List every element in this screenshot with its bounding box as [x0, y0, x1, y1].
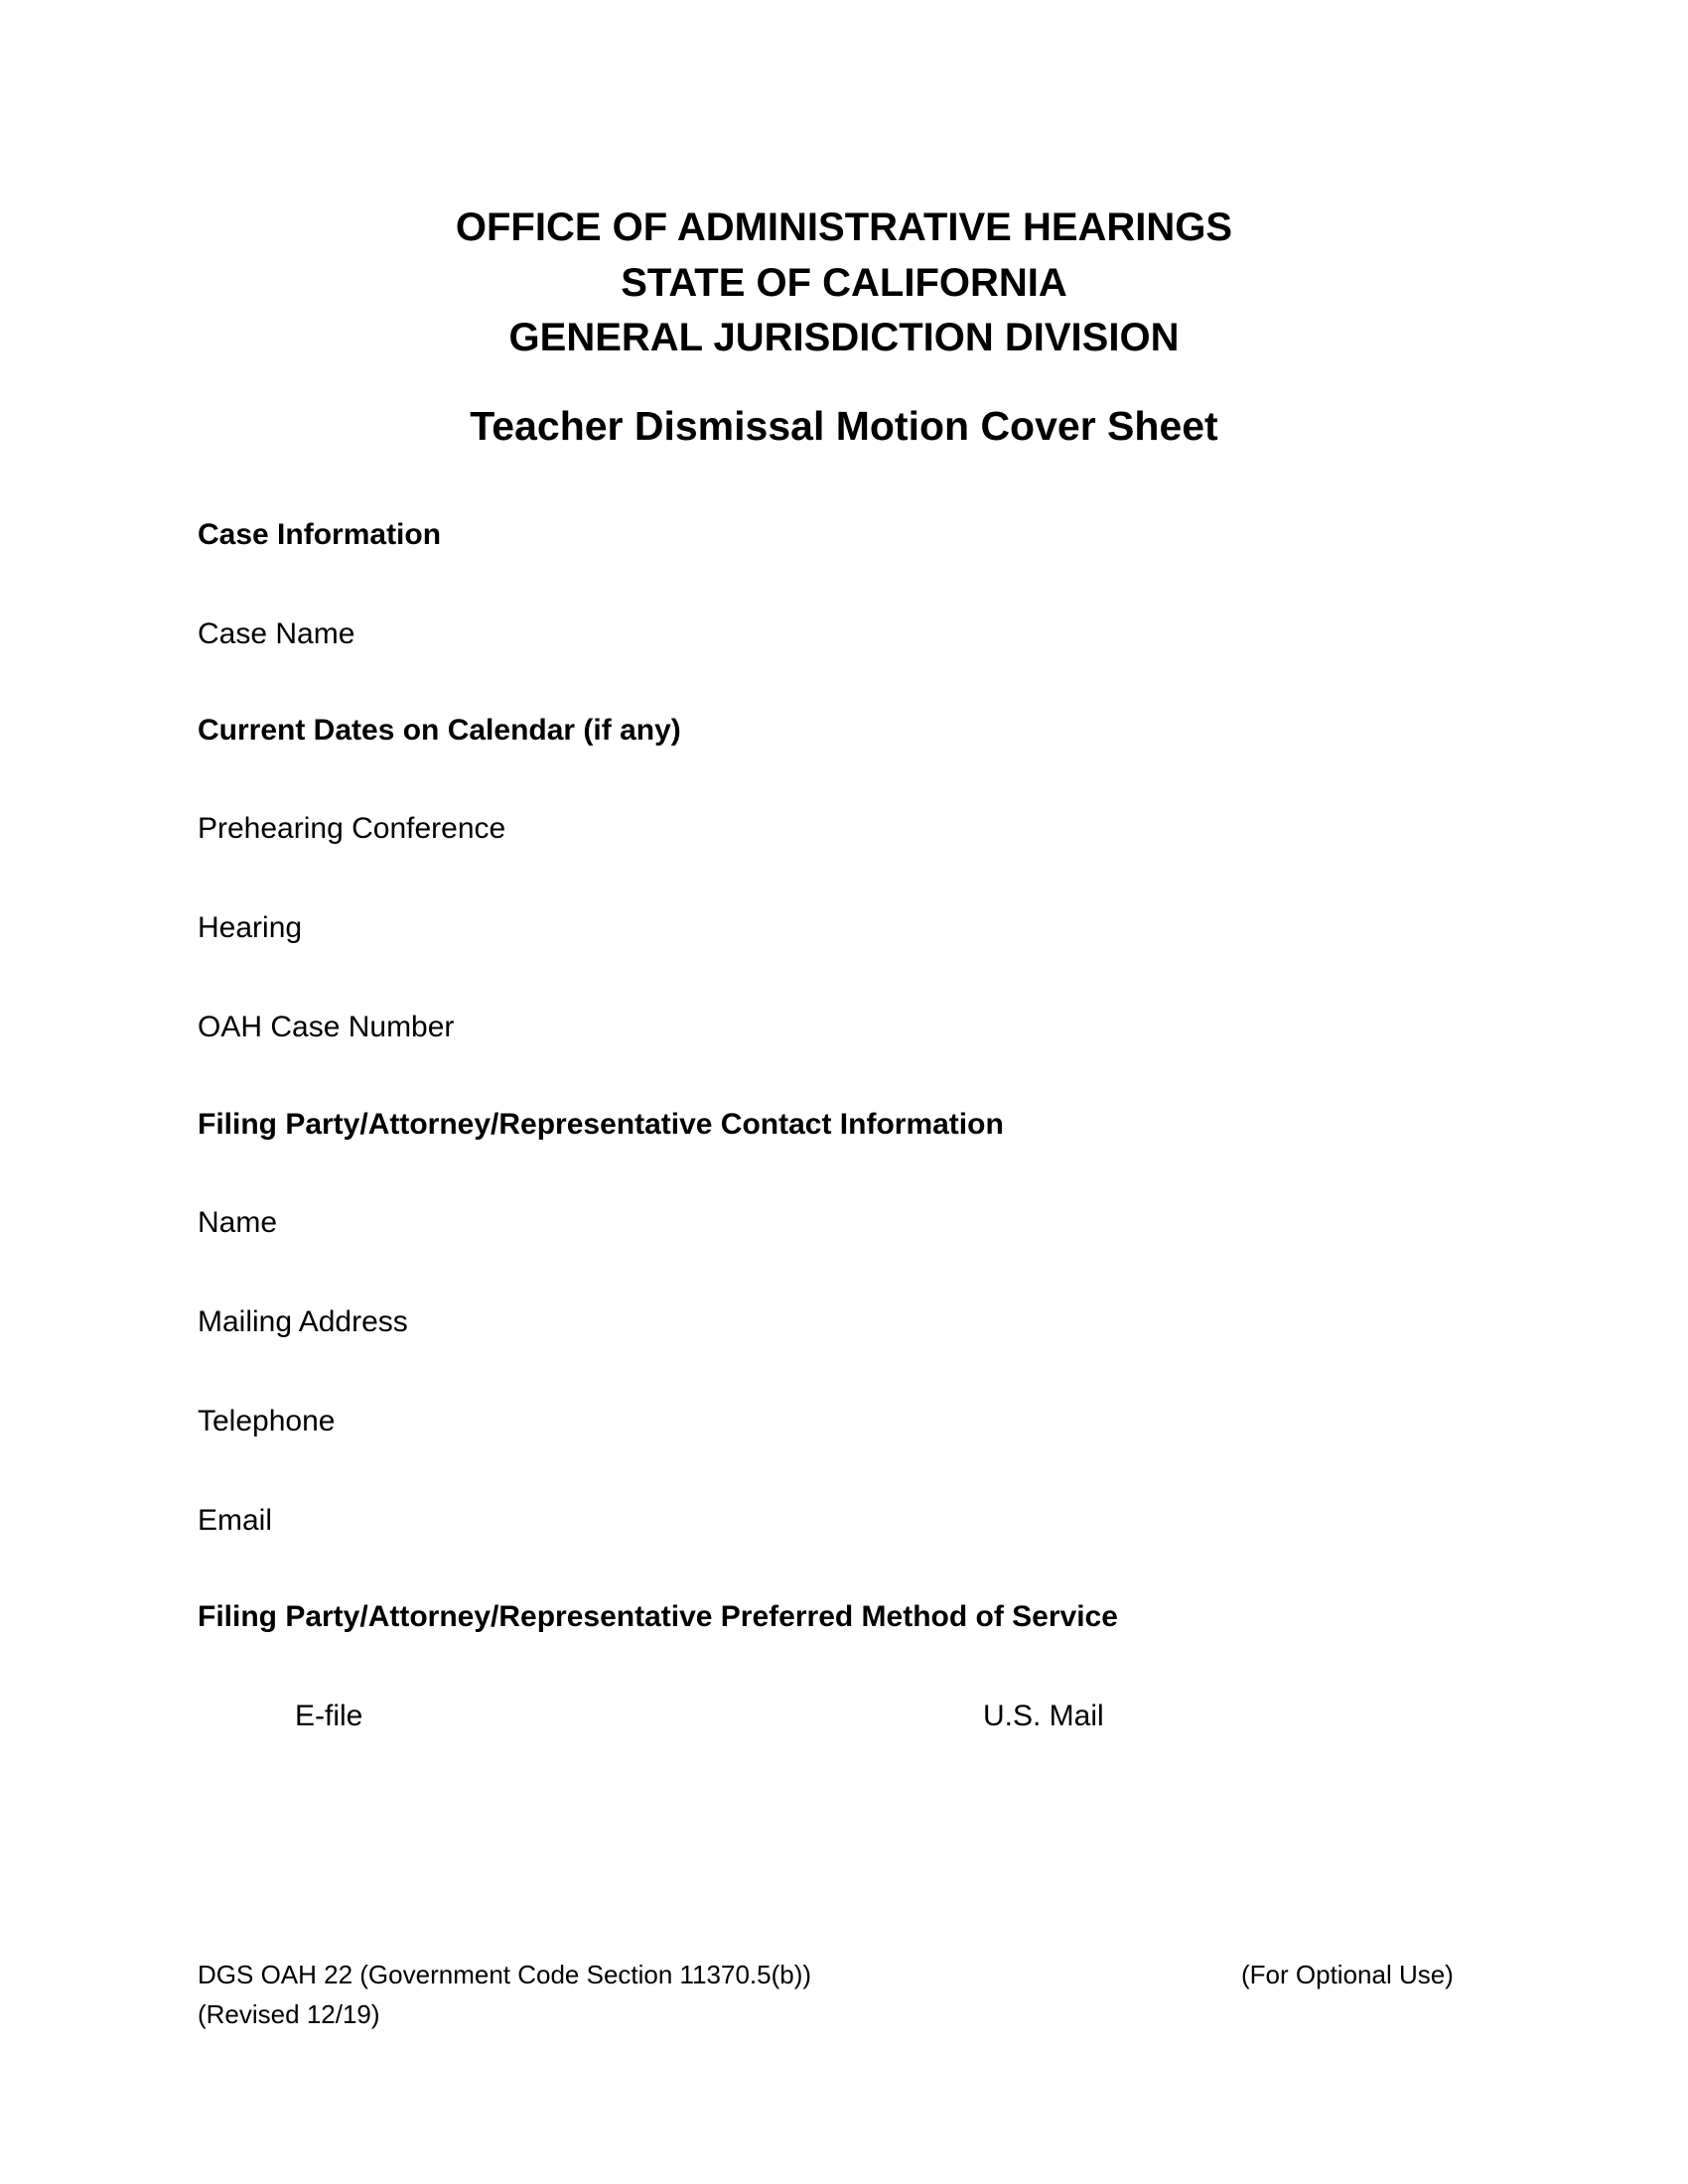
- hearing-label: Hearing: [198, 911, 303, 944]
- state-name: STATE OF CALIFORNIA: [621, 261, 1067, 305]
- efile-option: E-file: [295, 1700, 363, 1732]
- case-name-label: Case Name: [198, 617, 355, 650]
- section-current-dates: Current Dates on Calendar (if any): [198, 714, 681, 747]
- us-mail-option: U.S. Mail: [983, 1700, 1104, 1732]
- form-title: Teacher Dismissal Motion Cover Sheet: [470, 403, 1218, 449]
- prehearing-conference-label: Prehearing Conference: [198, 812, 506, 845]
- section-preferred-service: Filing Party/Attorney/Representative Preferred Method of Service: [198, 1600, 1118, 1633]
- mailing-address-label: Mailing Address: [198, 1305, 408, 1338]
- name-label: Name: [198, 1206, 278, 1239]
- division-name: GENERAL JURISDICTION DIVISION: [508, 316, 1180, 359]
- section-contact-information: Filing Party/Attorney/Representative Contact Information: [198, 1108, 1004, 1141]
- telephone-label: Telephone: [198, 1405, 336, 1437]
- oah-case-number-label: OAH Case Number: [198, 1011, 455, 1043]
- email-label: Email: [198, 1504, 273, 1537]
- revision-date: (Revised 12/19): [198, 1999, 380, 2029]
- section-case-information: Case Information: [198, 518, 442, 551]
- optional-use-note: (For Optional Use): [1241, 1960, 1454, 1989]
- form-id: DGS OAH 22 (Government Code Section 11370.5(b)): [198, 1960, 812, 1989]
- agency-name: OFFICE OF ADMINISTRATIVE HEARINGS: [455, 205, 1233, 249]
